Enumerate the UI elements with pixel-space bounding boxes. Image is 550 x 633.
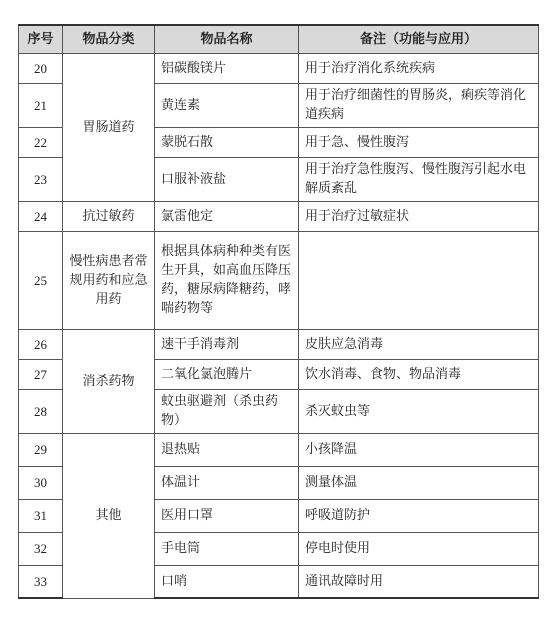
row-index: 24 (19, 201, 63, 231)
row-index: 27 (19, 359, 63, 389)
row-name: 二氧化氯泡腾片 (155, 359, 299, 389)
row-note: 呼吸道防护 (299, 499, 539, 532)
medicine-table (18, 24, 539, 599)
row-name: 速干手消毒剂 (155, 329, 299, 359)
row-name: 铝碳酸镁片 (155, 53, 299, 83)
row-name: 体温计 (155, 466, 299, 499)
table-row (19, 433, 539, 466)
row-name: 口服补液盐 (155, 157, 299, 201)
row-name: 黄连素 (155, 83, 299, 127)
header-note: 备注（功能与应用） (299, 25, 539, 53)
row-category: 抗过敏药 (63, 201, 155, 231)
row-note: 小孩降温 (299, 433, 539, 466)
header-category: 物品分类 (63, 25, 155, 53)
row-note: 测量体温 (299, 466, 539, 499)
row-note: 用于治疗急性腹泻、慢性腹泻引起水电解质紊乱 (299, 157, 539, 201)
row-note: 饮水消毒、食物、物品消毒 (299, 359, 539, 389)
row-index: 29 (19, 433, 63, 466)
row-note (299, 231, 539, 329)
row-name: 医用口罩 (155, 499, 299, 532)
header-name: 物品名称 (155, 25, 299, 53)
table-row (19, 231, 539, 329)
row-note: 通讯故障时用 (299, 565, 539, 598)
row-index: 23 (19, 157, 63, 201)
row-category: 慢性病患者常规用药和应急用药 (63, 231, 155, 329)
row-name: 蚊虫驱避剂（杀虫药物） (155, 389, 299, 433)
row-index: 28 (19, 389, 63, 433)
row-index: 26 (19, 329, 63, 359)
row-index: 20 (19, 53, 63, 83)
row-note: 用于急、慢性腹泻 (299, 127, 539, 157)
table-header-row (19, 25, 539, 53)
header-index: 序号 (19, 25, 63, 53)
row-note: 杀灭蚊虫等 (299, 389, 539, 433)
row-note: 皮肤应急消毒 (299, 329, 539, 359)
row-name: 蒙脱石散 (155, 127, 299, 157)
table-row (19, 201, 539, 231)
row-category: 其他 (63, 433, 155, 598)
row-index: 22 (19, 127, 63, 157)
row-index: 32 (19, 532, 63, 565)
row-index: 30 (19, 466, 63, 499)
row-category: 胃肠道药 (63, 53, 155, 201)
row-name: 氯雷他定 (155, 201, 299, 231)
row-name: 口哨 (155, 565, 299, 598)
row-index: 25 (19, 231, 63, 329)
row-note: 用于治疗消化系统疾病 (299, 53, 539, 83)
row-name: 根据具体病种种类有医生开具，如高血压降压药，糖尿病降糖药，哮喘药物等 (155, 231, 299, 329)
row-note: 用于治疗过敏症状 (299, 201, 539, 231)
table-row (19, 53, 539, 83)
row-index: 31 (19, 499, 63, 532)
row-name: 手电筒 (155, 532, 299, 565)
row-category: 消杀药物 (63, 329, 155, 433)
row-note: 用于治疗细菌性的胃肠炎，痢疾等消化道疾病 (299, 83, 539, 127)
row-note: 停电时使用 (299, 532, 539, 565)
row-name: 退热贴 (155, 433, 299, 466)
table-row (19, 329, 539, 359)
row-index: 21 (19, 83, 63, 127)
row-index: 33 (19, 565, 63, 598)
